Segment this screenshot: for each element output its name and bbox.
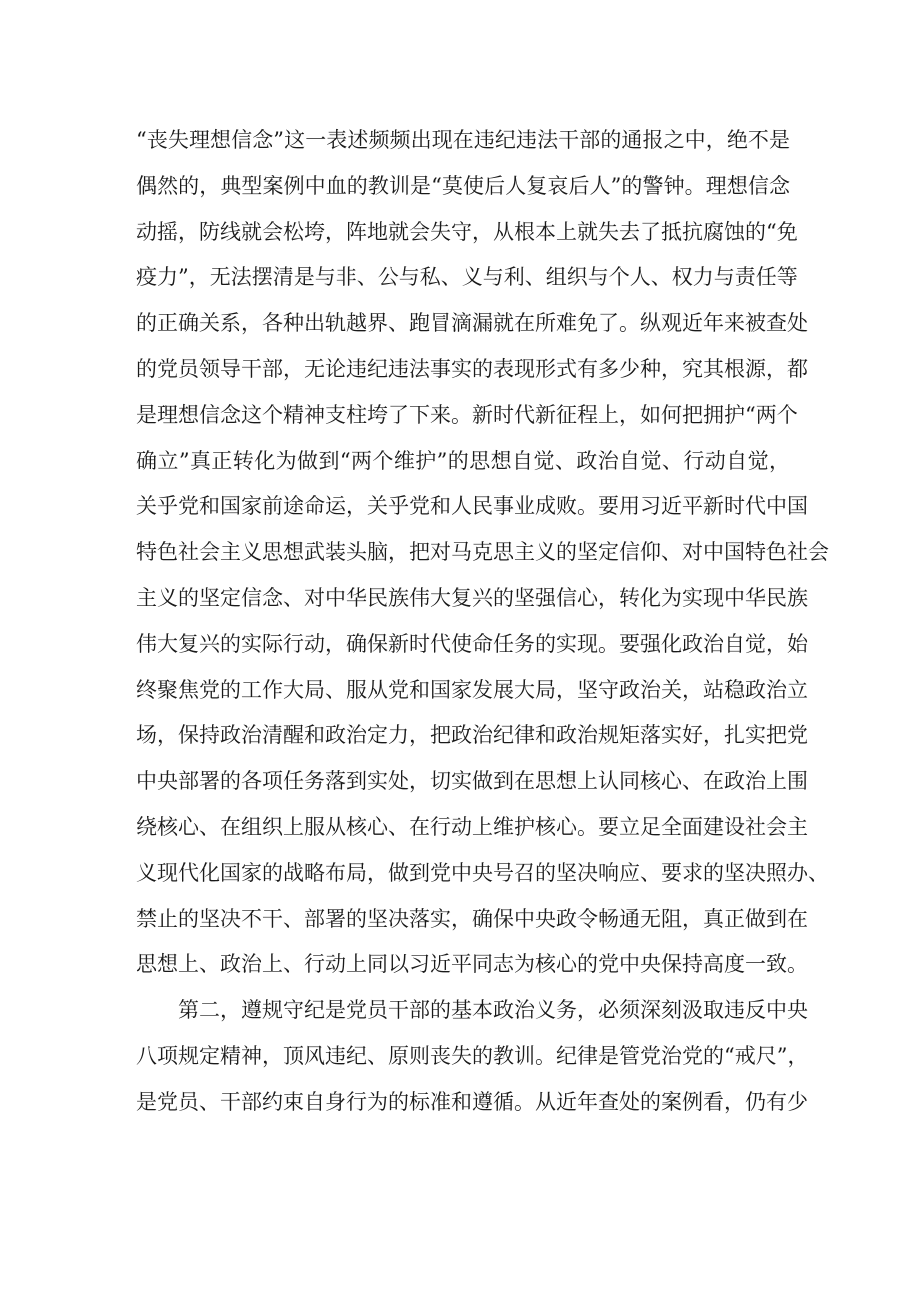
text-line: 八项规定精神，顶风违纪、原则丧失的教训。纪律是管党治党的“戒尺”， — [136, 1043, 809, 1068]
text-line: 禁止的坚决不干、部署的坚决落实，确保中央政令畅通无阻，真正做到在 — [136, 906, 808, 931]
paragraph — [136, 118, 829, 988]
text-line: 是理想信念这个精神支柱垮了下来。新时代新征程上，如何把拥护“两个 — [136, 402, 798, 427]
text-line: 绕核心、在组织上服从核心、在行动上维护核心。要立足全面建设社会主 — [136, 814, 808, 839]
text-line: 偶然的，典型案例中血的教训是“莫使后人复哀后人”的警钟。理想信念 — [136, 173, 790, 198]
document-body — [136, 118, 829, 1126]
text-line: 第二，遵规守纪是党员干部的基本政治义务，必须深刻汲取违反中央 — [178, 998, 808, 1023]
text-line: 疫力”，无法摆清是与非、公与私、义与利、组织与个人、权力与责任等 — [136, 265, 798, 290]
text-line: 的正确关系，各种出轨越界、跑冒滴漏就在所难免了。纵观近年来被查处 — [136, 311, 808, 336]
text-line: 特色社会主义思想武装头脑，把对马克思主义的坚定信仰、对中国特色社会 — [136, 540, 829, 565]
text-line: 主义的坚定信念、对中华民族伟大复兴的坚强信心，转化为实现中华民族 — [136, 585, 808, 610]
text-line: “丧失理想信念”这一表述频频出现在违纪违法干部的通报之中，绝不是 — [136, 128, 790, 152]
text-line: 确立”真正转化为做到“两个维护”的思想自觉、政治自觉、行动自觉， — [136, 448, 790, 473]
text-line: 义现代化国家的战略布局，做到党中央号召的坚决响应、要求的坚决照办、 — [136, 860, 829, 885]
text-line: 是党员、干部约束自身行为的标准和遵循。从近年查处的案例看，仍有少 — [136, 1089, 808, 1114]
text-line: 关乎党和国家前途命运，关乎党和人民事业成败。要用习近平新时代中国 — [136, 494, 808, 519]
paragraph — [136, 988, 809, 1125]
text-line: 终聚焦党的工作大局、服从党和国家发展大局，坚守政治关，站稳政治立 — [136, 677, 808, 702]
text-line: 动摇，防线就会松垮，阵地就会失守，从根本上就失去了抵抗腐蚀的“免 — [136, 219, 798, 244]
text-line: 伟大复兴的实际行动，确保新时代使命任务的实现。要强化政治自觉，始 — [136, 631, 808, 656]
text-line: 的党员领导干部，无论违纪违法事实的表现形式有多少种，究其根源，都 — [136, 356, 808, 381]
text-line: 思想上、政治上、行动上同以习近平同志为核心的党中央保持高度一致。 — [136, 952, 808, 977]
text-line: 场，保持政治清醒和政治定力，把政治纪律和政治规矩落实好，扎实把党 — [136, 723, 808, 748]
text-line: 中央部署的各项任务落到实处，切实做到在思想上认同核心、在政治上围 — [136, 769, 808, 794]
